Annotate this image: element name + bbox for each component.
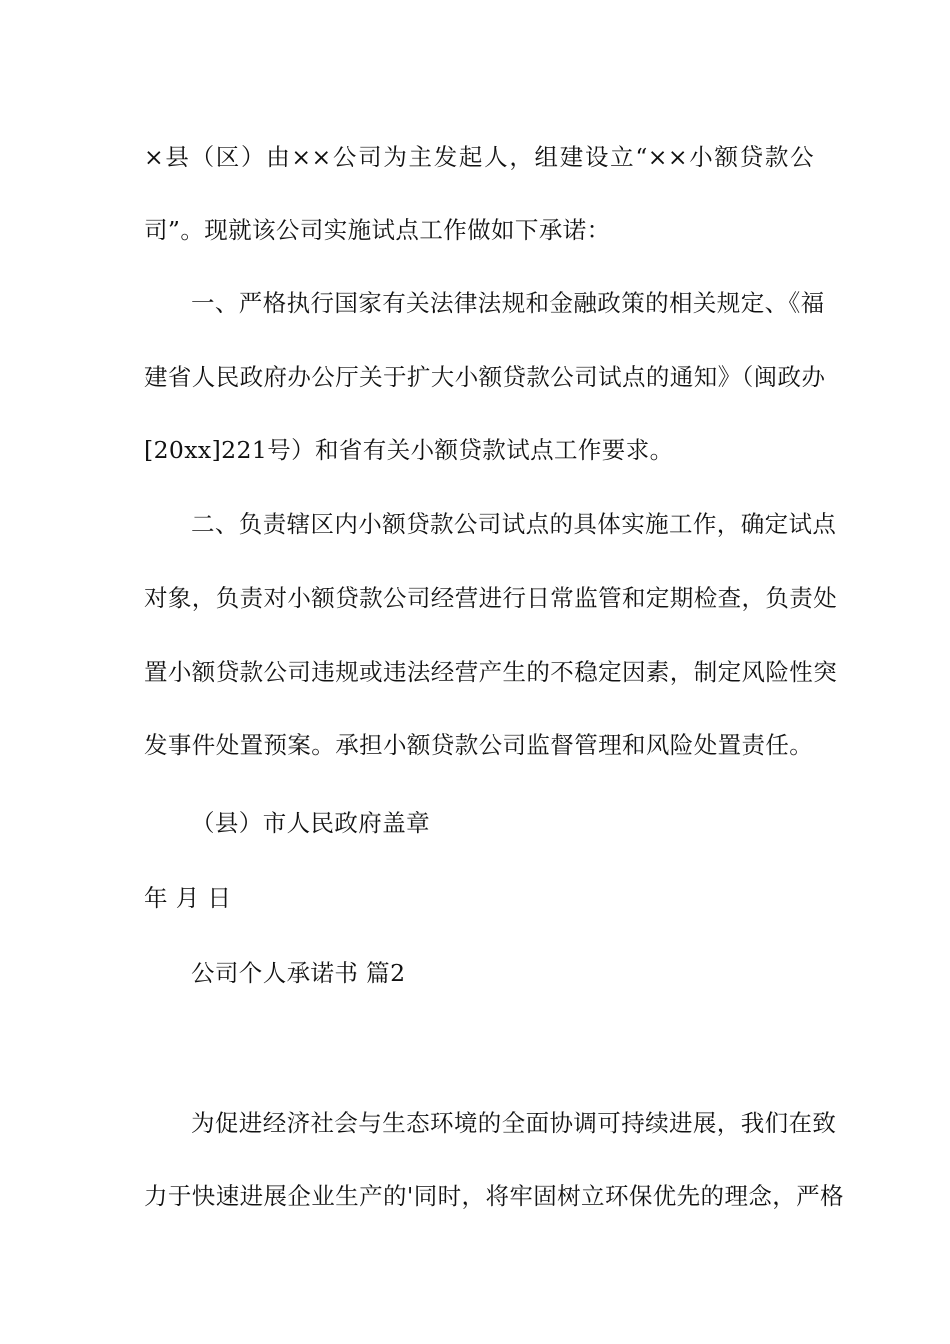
paragraph-line: 对象，负责对小额贷款公司经营进行日常监管和定期检查，负责处 <box>144 584 838 612</box>
paragraph-line: 建省人民政府办公厅关于扩大小额贷款公司试点的通知》（闽政办 <box>144 363 826 391</box>
paragraph-line: [20xx]221号）和省有关小额贷款试点工作要求。 <box>144 436 674 464</box>
paragraph-line: 为促进经济社会与生态环境的全面协调可持续进展，我们在致 <box>191 1109 837 1137</box>
section-heading: 公司个人承诺书 篇2 <box>191 959 406 987</box>
paragraph-line: 置小额贷款公司违规或违法经营产生的不稳定因素，制定风险性突 <box>144 658 838 686</box>
paragraph-line: 司”。现就该公司实施试点工作做如下承诺： <box>144 216 611 244</box>
paragraph-line: 二、负责辖区内小额贷款公司试点的具体实施工作，确定试点 <box>191 510 837 538</box>
paragraph-line: 力于快速进展企业生产的'同时，将牢固树立环保优先的理念，严格 <box>144 1182 844 1210</box>
signature-line: （县）市人民政府盖章 <box>191 809 430 837</box>
paragraph-line: 一、严格执行国家有关法律法规和金融政策的相关规定、《福 <box>191 289 825 317</box>
paragraph-line: ×县（区）由××公司为主发起人，组建设立“××小额贷款公 <box>144 143 814 171</box>
paragraph-line: 发事件处置预案。承担小额贷款公司监督管理和风险处置责任。 <box>144 731 814 759</box>
date-line: 年 月 日 <box>144 884 232 912</box>
